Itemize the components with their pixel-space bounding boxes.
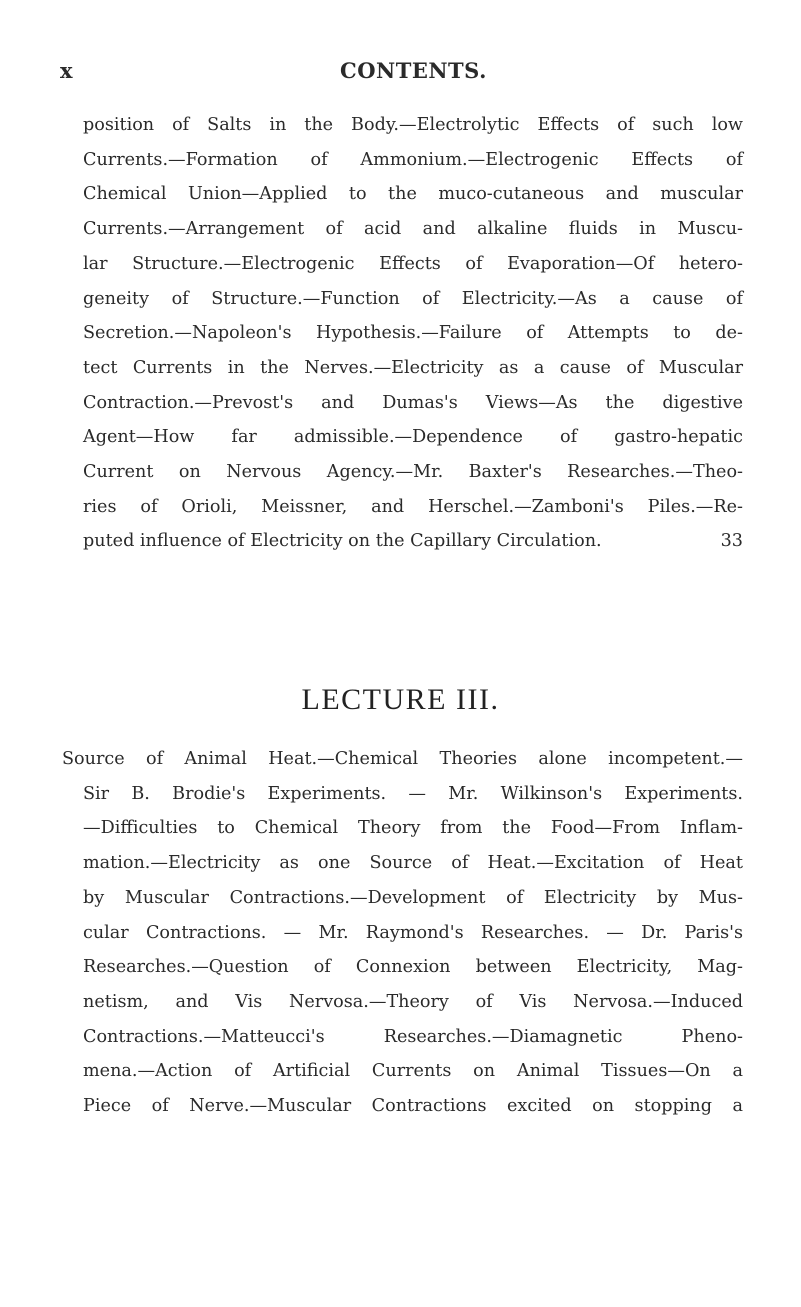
- text-line: mation.—Electricity as one Source of Heat.—Excitation of Heat: [83, 853, 743, 874]
- running-head: CONTENTS.: [340, 58, 487, 83]
- text-line: netism, and Vis Nervosa.—Theory of Vis Nervosa.—Induced: [83, 991, 743, 1012]
- page-reference: 33: [720, 531, 743, 552]
- text-line: tect Currents in the Nerves.—Electricity as a cause of Muscular: [83, 357, 743, 378]
- text-line: Contraction.—Prevost's and Dumas's Views—As the digestive: [83, 392, 743, 413]
- text-line: ries of Orioli, Meissner, and Herschel.—Zamboni's Piles.—Re-: [83, 496, 743, 517]
- text-line: puted influence of Electricity on the Capillary Circulation.: [83, 531, 602, 552]
- lecture-heading: LECTURE III.: [301, 683, 500, 716]
- text-line: Chemical Union—Applied to the muco-cutaneous and muscular: [83, 184, 743, 205]
- text-line: Currents.—Formation of Ammonium.—Electrogenic Effects of: [83, 149, 743, 170]
- lecture-summary: [62, 742, 743, 1124]
- text-line-with-page-ref: [83, 524, 743, 559]
- text-line: cular Contractions. — Mr. Raymond's Researches. — Dr. Paris's: [83, 922, 743, 943]
- text-line: position of Salts in the Body.—Electrolytic Effects of such low: [83, 115, 743, 135]
- text-line: Sir B. Brodie's Experiments. — Mr. Wilkinson's Experiments.: [83, 783, 743, 804]
- text-line: Source of Animal Heat.—Chemical Theories alone incompetent.—: [62, 749, 743, 769]
- text-line: Researches.—Question of Connexion between Electricity, Mag-: [83, 957, 743, 978]
- continued-paragraph: [83, 108, 743, 559]
- text-line: by Muscular Contractions.—Development of Electricity by Mus-: [83, 887, 743, 908]
- page-number: x: [60, 58, 74, 83]
- text-line: mena.—Action of Artificial Currents on Animal Tissues—On a: [83, 1061, 743, 1082]
- text-line: Contractions.—Matteucci's Researches.—Diamagnetic Pheno-: [83, 1026, 743, 1047]
- text-line: geneity of Structure.—Function of Electricity.—As a cause of: [83, 288, 743, 309]
- text-line: Piece of Nerve.—Muscular Contractions excited on stopping a: [83, 1096, 743, 1117]
- text-line: —Difficulties to Chemical Theory from the Food—From Inflam-: [83, 818, 743, 839]
- text-line: Secretion.—Napoleon's Hypothesis.—Failure of Attempts to de-: [83, 323, 743, 344]
- text-line: Current on Nervous Agency.—Mr. Baxter's Researches.—Theo-: [83, 462, 743, 483]
- text-line: lar Structure.—Electrogenic Effects of Evaporation—Of hetero-: [83, 253, 743, 274]
- text-line: Currents.—Arrangement of acid and alkaline fluids in Muscu-: [83, 219, 743, 240]
- text-line: Agent—How far admissible.—Dependence of gastro-hepatic: [83, 427, 743, 448]
- page-header: [0, 58, 801, 88]
